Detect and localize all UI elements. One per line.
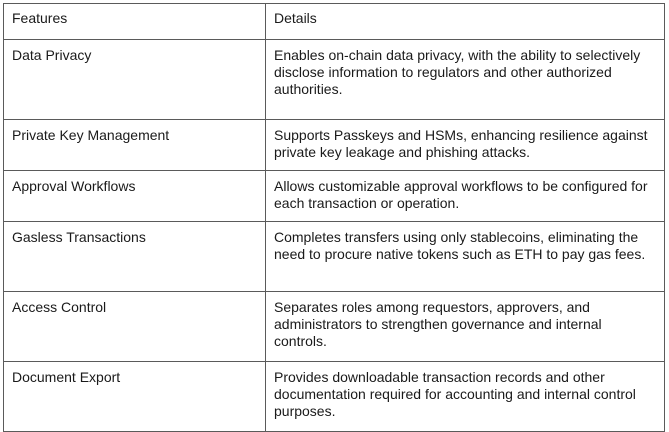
header-details: Details bbox=[266, 4, 665, 40]
table-header-row bbox=[4, 4, 665, 40]
details-cell: Provides downloadable transaction records and other documentation required for accounting and internal control purposes. bbox=[266, 362, 665, 432]
table-row bbox=[4, 222, 665, 292]
table-row bbox=[4, 362, 665, 432]
details-cell: Allows customizable approval workflows to be configured for each transaction or operation. bbox=[266, 171, 665, 222]
details-cell: Separates roles among requestors, approvers, and administrators to strengthen governance and internal controls. bbox=[266, 292, 665, 362]
details-cell: Supports Passkeys and HSMs, enhancing resilience against private key leakage and phishing attacks. bbox=[266, 120, 665, 171]
details-cell: Completes transfers using only stablecoins, eliminating the need to procure native tokens such as ETH to pay gas fees. bbox=[266, 222, 665, 292]
feature-cell: Gasless Transactions bbox=[4, 222, 266, 292]
table-row bbox=[4, 292, 665, 362]
feature-cell: Access Control bbox=[4, 292, 266, 362]
header-features: Features bbox=[4, 4, 266, 40]
feature-cell: Approval Workflows bbox=[4, 171, 266, 222]
feature-cell: Data Privacy bbox=[4, 40, 266, 120]
table-row bbox=[4, 171, 665, 222]
feature-cell: Private Key Management bbox=[4, 120, 266, 171]
table-row bbox=[4, 120, 665, 171]
features-table bbox=[3, 3, 665, 432]
details-cell: Enables on-chain data privacy, with the ability to selectively disclose information to regulators and other authorized authorities. bbox=[266, 40, 665, 120]
table-row bbox=[4, 40, 665, 120]
feature-cell: Document Export bbox=[4, 362, 266, 432]
